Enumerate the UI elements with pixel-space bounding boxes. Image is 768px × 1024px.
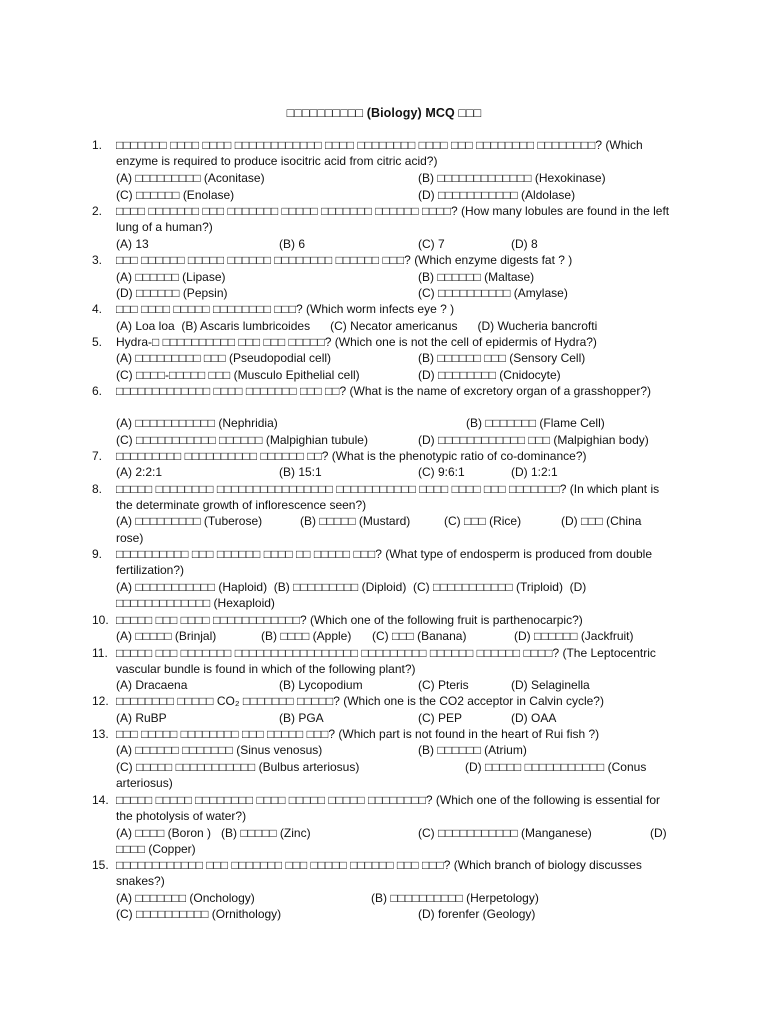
question-3 <box>92 252 672 268</box>
question-text: □□□□□□□□□□ □□□ □□□□□□ □□□□ □□ □□□□□ □□□? (What type of endosperm is produced from double fertilization?) <box>116 547 653 578</box>
option-d: (D) □□□ (China <box>561 514 642 528</box>
question-number: 12. <box>92 694 109 708</box>
question-6 <box>92 383 672 399</box>
question-text: □□□□□□□□□ □□□□□□□□□□ □□□□□□ □□? (What is the phenotypic ratio of co-dominance?) <box>116 449 587 463</box>
question-text: □□□ □□□□ □□□□□ □□□□□□□□ □□□? (Which worm infects eye ? ) <box>116 302 455 316</box>
question-number: 9. <box>92 547 103 561</box>
option-d: (D) □□□□□ □□□□□□□□□□□ (Conus <box>465 760 647 774</box>
option-a: (A) 13 <box>116 237 149 251</box>
question-10 <box>92 612 672 628</box>
question-text: □□□ □□□□□□ □□□□□ □□□□□□ □□□□□□□□ □□□□□□ □□□? (Which enzyme digests fat ? ) <box>116 253 573 267</box>
option-d: (D) <box>650 826 667 840</box>
option-c: (C) □□□□□□□□□□ (Amylase) <box>418 286 568 300</box>
option-c: (C) □□□□-□□□□□ □□□ (Musculo Epithelial cell) <box>116 368 360 382</box>
options-line: (A) □□□□□□□□□□□ (Haploid) (B) □□□□□□□□□ (Diploid) (C) □□□□□□□□□□□ (Triploid) (D) <box>116 580 587 594</box>
question-number: 2. <box>92 204 103 218</box>
option-d: (D) 8 <box>511 237 538 251</box>
option-c: (C) □□□□□□ (Enolase) <box>116 188 235 202</box>
option-b: (B) □□□□ (Apple) <box>261 629 352 643</box>
question-number: 11. <box>92 646 108 660</box>
option-d: (D) □□□□□□□□ (Cnidocyte) <box>418 368 561 382</box>
option-b: (B) □□□□□□ (Atrium) <box>418 743 527 757</box>
option-b: (B) 6 <box>279 237 306 251</box>
question-number: 3. <box>92 253 103 267</box>
question-4 <box>92 301 672 317</box>
option-b: (B) □□□□□□□ (Flame Cell) <box>466 416 605 430</box>
question-number: 8. <box>92 482 103 496</box>
option-a: (A) □□□□□□□□□□□ (Nephridia) <box>116 416 278 430</box>
option-c: (C) 9:6:1 <box>418 465 465 479</box>
option-c: (C) □□□□□□□□□□□ □□□□□□ (Malpighian tubule) <box>116 433 368 447</box>
question-text: □□□□□ □□□ □□□□ □□□□□□□□□□□□? (Which one of the following fruit is parthenocarpic?) <box>116 613 583 627</box>
option-c: (C) □□□ (Rice) <box>444 514 522 528</box>
question-text: □□□□□ □□□□□□□□ □□□□□□□□□□□□□□□□ □□□□□□□□□□□ □□□□ □□□□ □□□ □□□□□□□? (In which plant is the determinate growth of inflorescence seen?) <box>116 482 660 513</box>
option-b: (B) □□□□□□ □□□ (Sensory Cell) <box>418 351 586 365</box>
option-c: (C) □□□□□□□□□□ (Ornithology) <box>116 907 282 921</box>
option-b: (B) □□□□□ (Mustard) <box>300 514 411 528</box>
option-d: (D) 1:2:1 <box>511 465 558 479</box>
question-number: 4. <box>92 302 103 316</box>
option-d-continued: rose) <box>116 531 144 545</box>
question-text: □□□□ □□□□□□□ □□□ □□□□□□□ □□□□□ □□□□□□□ □□□□□□ □□□□? (How many lobules are found in the left lung of a human?) <box>116 204 670 235</box>
option-a: (A) Dracaena <box>116 678 188 692</box>
question-12 <box>92 693 672 709</box>
option-c: (C) □□□□□□□□□□□ (Manganese) <box>418 826 592 840</box>
question-number: 13. <box>92 727 109 741</box>
question-text: □□□□□ □□□ □□□□□□□ □□□□□□□□□□□□□□□□□ □□□□□□□□□ □□□□□□ □□□□□□ □□□□? (The Leptocentric vascular bundle is found in which of the following plant?) <box>116 646 656 677</box>
question-text: □□□ □□□□□ □□□□□□□□ □□□ □□□□□ □□□? (Which part is not found in the heart of Rui fish ?) <box>116 727 600 741</box>
option-a: (A) 2:2:1 <box>116 465 163 479</box>
option-b: (B) □□□□□□□□□□ (Herpetology) <box>371 891 539 905</box>
question-13 <box>92 726 672 742</box>
question-11 <box>92 645 672 677</box>
question-text: □□□□□□□□ □□□□□ CO₂ □□□□□□□ □□□□□? (Which one is the CO2 acceptor in Calvin cycle?) <box>116 694 604 708</box>
option-c: (C) 7 <box>418 237 445 251</box>
option-d-continued: arteriosus) <box>116 776 173 790</box>
option-a: (A) □□□□□□□□□ □□□ (Pseudopodial cell) <box>116 351 332 365</box>
option-a: (A) □□□□□□ □□□□□□□ (Sinus venosus) <box>116 743 323 757</box>
question-number: 10. <box>92 613 109 627</box>
option-d: (D) OAA <box>511 711 557 725</box>
question-text: □□□□□□□□□□□□ □□□ □□□□□□□ □□□ □□□□□ □□□□□□ □□□ □□□? (Which branch of biology discusses snakes?) <box>116 858 642 889</box>
option-d: (D) Selaginella <box>511 678 590 692</box>
page-title: □□□□□□□□□□ (Biology) MCQ □□□ <box>286 106 482 120</box>
question-2 <box>92 203 672 235</box>
option-a: (A) □□□□□□ (Lipase) <box>116 270 226 284</box>
option-b: (B) □□□□□□ (Maltase) <box>418 270 535 284</box>
option-a: (A) RuBP <box>116 711 167 725</box>
option-d: (D) □□□□□□□□□□□ (Aldolase) <box>418 188 576 202</box>
question-5 <box>92 334 672 350</box>
option-b: (B) □□□□□□□□□□□□□ (Hexokinase) <box>418 171 606 185</box>
option-b: (B) PGA <box>279 711 324 725</box>
question-number: 1. <box>92 138 103 152</box>
question-text: □□□□□□□ □□□□ □□□□ □□□□□□□□□□□□ □□□□ □□□□□□□□ □□□□ □□□ □□□□□□□□ □□□□□□□□? (Which enzyme is required to produce isocitric acid from citric acid?) <box>116 138 643 169</box>
option-d-continued: □□□□□□□□□□□□□ (Hexaploid) <box>116 596 275 610</box>
question-1 <box>92 137 672 169</box>
option-b: (B) 15:1 <box>279 465 322 479</box>
option-c: (C) PEP <box>418 711 463 725</box>
option-d: (D) forenfer (Geology) <box>418 907 536 921</box>
option-c: (C) Pteris <box>418 678 469 692</box>
question-number: 14. <box>92 793 109 807</box>
question-9 <box>92 546 672 578</box>
question-number: 15. <box>92 858 109 872</box>
question-text: □□□□□ □□□□□ □□□□□□□□ □□□□ □□□□□ □□□□□ □□□□□□□□? (Which one of the following is essential for the photolysis of water?) <box>116 793 661 824</box>
option-d: (D) □□□□□□ (Jackfruit) <box>514 629 634 643</box>
question-8 <box>92 481 672 513</box>
question-text: □□□□□□□□□□□□□ □□□□ □□□□□□□ □□□ □□? (What is the name of excretory organ of a grasshopper?) <box>116 384 652 398</box>
question-15 <box>92 857 672 889</box>
options-line: (A) Loa loa (B) Ascaris lumbricoides (C) Necator americanus (D) Wucheria bancrofti <box>116 319 598 333</box>
option-a: (A) □□□□□ (Brinjal) <box>116 629 217 643</box>
question-number: 7. <box>92 449 103 463</box>
option-b: (B) Lycopodium <box>279 678 363 692</box>
option-a: (A) □□□□□□□ (Onchology) <box>116 891 255 905</box>
option-a: (A) □□□□□□□□□ (Tuberose) <box>116 514 263 528</box>
question-number: 6. <box>92 384 103 398</box>
option-d: (D) □□□□□□□□□□□□ □□□ (Malpighian body) <box>418 433 649 447</box>
question-text: Hydra-□ □□□□□□□□□□ □□□ □□□ □□□□□? (Which one is not the cell of epidermis of Hydra?) <box>116 335 597 349</box>
option-c: (C) □□□ (Banana) <box>372 629 467 643</box>
question-7 <box>92 448 672 464</box>
option-d: (D) □□□□□□ (Pepsin) <box>116 286 228 300</box>
option-a: (A) □□□□□□□□□ (Aconitase) <box>116 171 265 185</box>
option-c: (C) □□□□□ □□□□□□□□□□□ (Bulbus arteriosus) <box>116 760 360 774</box>
question-14 <box>92 792 672 824</box>
option-d-continued: □□□□ (Copper) <box>116 842 196 856</box>
question-number: 5. <box>92 335 103 349</box>
option-a-b: (A) □□□□ (Boron ) (B) □□□□□ (Zinc) <box>116 826 311 840</box>
